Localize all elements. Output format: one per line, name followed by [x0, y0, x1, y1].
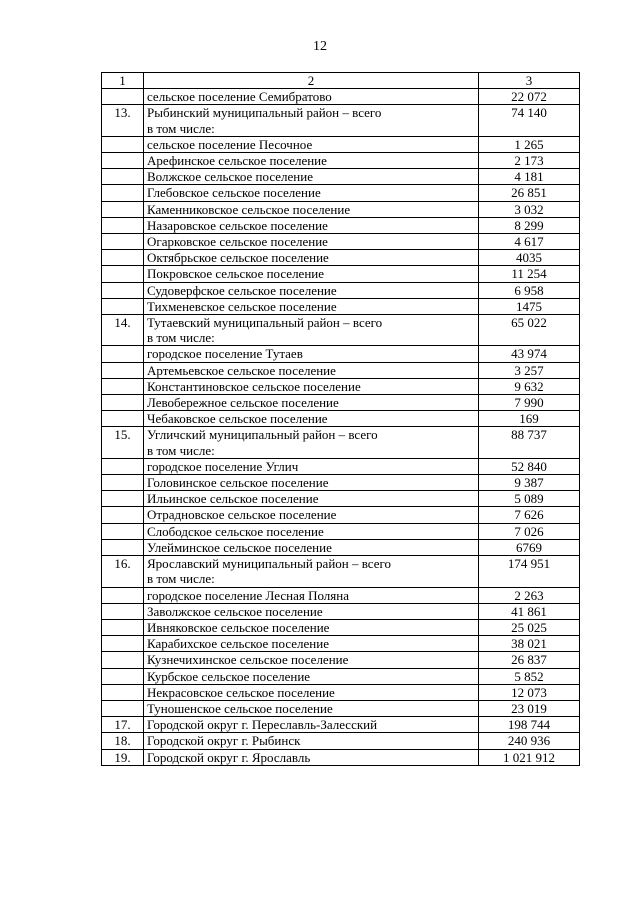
- row-value: 4 617: [479, 234, 580, 250]
- table-row: [102, 250, 580, 266]
- row-name-line: Городской округ г. Ярославль: [147, 749, 311, 765]
- row-name-subline: в том числе:: [147, 330, 215, 346]
- row-number: [102, 185, 144, 201]
- row-name-line: городское поселение Тутаев: [147, 346, 303, 362]
- table-row: [102, 717, 580, 733]
- row-number: [102, 652, 144, 668]
- row-name-line: Тутаевский муниципальный район – всего: [147, 315, 383, 331]
- row-name: [144, 507, 479, 523]
- row-name-line: Глебовское сельское поселение: [147, 185, 321, 201]
- table-row: [102, 668, 580, 684]
- row-value: 1 021 912: [479, 749, 580, 765]
- row-name: [144, 201, 479, 217]
- table-row: [102, 475, 580, 491]
- row-name-subline: в том числе:: [147, 120, 215, 136]
- row-name: [144, 217, 479, 233]
- table-row: [102, 603, 580, 619]
- row-value: 8 299: [479, 217, 580, 233]
- row-number: [102, 378, 144, 394]
- row-number: 13.: [102, 105, 144, 136]
- table-row: [102, 378, 580, 394]
- row-value: 9 632: [479, 378, 580, 394]
- row-name-line: Назаровское сельское поселение: [147, 217, 328, 233]
- row-name-line: Волжское сельское поселение: [147, 169, 313, 185]
- row-name: [144, 105, 479, 136]
- table-row: [102, 298, 580, 314]
- row-name-line: Тихменевское сельское поселение: [147, 298, 337, 314]
- row-value: 7 990: [479, 395, 580, 411]
- row-name-line: Судоверфское сельское поселение: [147, 282, 337, 298]
- row-value: 41 861: [479, 603, 580, 619]
- row-name-line: городское поселение Лесная Поляна: [147, 587, 349, 603]
- row-name: [144, 636, 479, 652]
- row-value: 7 026: [479, 523, 580, 539]
- row-number: [102, 636, 144, 652]
- row-number: [102, 282, 144, 298]
- row-name-line: Заволжское сельское поселение: [147, 603, 323, 619]
- row-value: 6769: [479, 539, 580, 555]
- row-number: [102, 217, 144, 233]
- row-name-line: Левобережное сельское поселение: [147, 395, 339, 411]
- row-number: [102, 250, 144, 266]
- row-value: 7 626: [479, 507, 580, 523]
- row-value: 11 254: [479, 266, 580, 282]
- row-name: [144, 411, 479, 427]
- row-number: 14.: [102, 315, 144, 346]
- row-value: 38 021: [479, 636, 580, 652]
- row-name-subline: в том числе:: [147, 442, 215, 458]
- row-name-line: Покровское сельское поселение: [147, 266, 325, 282]
- row-name: [144, 539, 479, 555]
- row-name: [144, 619, 479, 635]
- row-value: 4 181: [479, 169, 580, 185]
- row-value: 65 022: [479, 315, 580, 346]
- table-row: [102, 362, 580, 378]
- row-name: [144, 266, 479, 282]
- row-number: [102, 684, 144, 700]
- row-value: 3 257: [479, 362, 580, 378]
- row-name-line: Туношенское сельское поселение: [147, 700, 333, 716]
- row-value: 74 140: [479, 105, 580, 136]
- table-row: [102, 507, 580, 523]
- row-number: [102, 201, 144, 217]
- row-value: 6 958: [479, 282, 580, 298]
- table-row: [102, 556, 580, 587]
- row-name: [144, 185, 479, 201]
- row-number: [102, 89, 144, 105]
- row-name: [144, 587, 479, 603]
- table-row: [102, 201, 580, 217]
- row-number: [102, 700, 144, 716]
- row-number: [102, 298, 144, 314]
- row-value: 12 073: [479, 684, 580, 700]
- row-name: [144, 282, 479, 298]
- row-number: 16.: [102, 556, 144, 587]
- row-value: 25 025: [479, 619, 580, 635]
- table-row: [102, 652, 580, 668]
- row-name: [144, 395, 479, 411]
- row-name-line: Каменниковское сельское поселение: [147, 201, 351, 217]
- row-number: [102, 491, 144, 507]
- row-number: [102, 362, 144, 378]
- row-name-line: Ильинское сельское поселение: [147, 491, 319, 507]
- row-name: [144, 475, 479, 491]
- row-value: 2 263: [479, 587, 580, 603]
- table-body: [102, 73, 580, 766]
- table-row: [102, 523, 580, 539]
- row-name-line: Отрадновское сельское поселение: [147, 507, 337, 523]
- row-name-line: Константиновское сельское поселение: [147, 378, 361, 394]
- row-name: [144, 523, 479, 539]
- row-number: [102, 153, 144, 169]
- table-row: [102, 395, 580, 411]
- row-value: 26 837: [479, 652, 580, 668]
- row-number: [102, 587, 144, 603]
- row-value: 3 032: [479, 201, 580, 217]
- row-number: [102, 507, 144, 523]
- table-row: [102, 105, 580, 136]
- row-value: 4035: [479, 250, 580, 266]
- table-row: [102, 282, 580, 298]
- table-header-row: [102, 73, 580, 89]
- row-name-line: Огарковское сельское поселение: [147, 234, 328, 250]
- row-name: [144, 603, 479, 619]
- table-row: [102, 539, 580, 555]
- row-name: [144, 169, 479, 185]
- row-number: 19.: [102, 749, 144, 765]
- row-name: [144, 427, 479, 458]
- row-value: 1 265: [479, 136, 580, 152]
- row-value: 88 737: [479, 427, 580, 458]
- table-row: [102, 427, 580, 458]
- row-name-line: Кузнечихинское сельское поселение: [147, 652, 349, 668]
- row-number: [102, 234, 144, 250]
- row-number: [102, 523, 144, 539]
- row-name: [144, 315, 479, 346]
- table-row: [102, 136, 580, 152]
- table-row: [102, 491, 580, 507]
- row-name: [144, 234, 479, 250]
- table-row: [102, 587, 580, 603]
- row-value: 23 019: [479, 700, 580, 716]
- row-name-line: Городской округ г. Переславль-Залесский: [147, 717, 378, 733]
- row-name: [144, 458, 479, 474]
- row-name-line: Рыбинский муниципальный район – всего: [147, 105, 382, 121]
- page-number: 12: [313, 39, 327, 54]
- row-name-line: Городской округ г. Рыбинск: [147, 733, 301, 749]
- header-col-2: 2: [144, 73, 479, 89]
- row-value: 240 936: [479, 733, 580, 749]
- row-name: [144, 556, 479, 587]
- row-value: 174 951: [479, 556, 580, 587]
- table-row: [102, 266, 580, 282]
- row-name: [144, 491, 479, 507]
- row-name-line: городское поселение Углич: [147, 458, 299, 474]
- row-name: [144, 700, 479, 716]
- row-value: 22 072: [479, 89, 580, 105]
- table-row: [102, 733, 580, 749]
- row-value: 169: [479, 411, 580, 427]
- row-number: [102, 411, 144, 427]
- table-row: [102, 458, 580, 474]
- row-number: [102, 603, 144, 619]
- row-name-subline: в том числе:: [147, 571, 215, 587]
- row-name: [144, 733, 479, 749]
- row-name: [144, 89, 479, 105]
- row-name: [144, 717, 479, 733]
- table-row: [102, 636, 580, 652]
- row-number: [102, 346, 144, 362]
- table-row: [102, 346, 580, 362]
- row-name-line: Артемьевское сельское поселение: [147, 362, 336, 378]
- row-name-line: Чебаковское сельское поселение: [147, 411, 328, 427]
- row-value: 43 974: [479, 346, 580, 362]
- table-row: [102, 169, 580, 185]
- row-name-line: сельское поселение Семибратово: [147, 89, 332, 105]
- row-number: [102, 475, 144, 491]
- row-name-line: Ивняковское сельское поселение: [147, 619, 330, 635]
- row-name: [144, 668, 479, 684]
- row-name: [144, 298, 479, 314]
- row-value: 1475: [479, 298, 580, 314]
- row-name: [144, 362, 479, 378]
- table-row: [102, 153, 580, 169]
- row-value: 52 840: [479, 458, 580, 474]
- header-col-1: 1: [102, 73, 144, 89]
- row-name-line: Слободское сельское поселение: [147, 523, 324, 539]
- population-table: [101, 72, 580, 766]
- row-number: [102, 539, 144, 555]
- table-row: [102, 684, 580, 700]
- table-row: [102, 217, 580, 233]
- row-number: [102, 266, 144, 282]
- header-col-3: 3: [479, 73, 580, 89]
- row-name: [144, 378, 479, 394]
- table-row: [102, 89, 580, 105]
- row-number: [102, 395, 144, 411]
- row-value: 9 387: [479, 475, 580, 491]
- table-row: [102, 619, 580, 635]
- table-row: [102, 185, 580, 201]
- row-name: [144, 652, 479, 668]
- row-number: [102, 169, 144, 185]
- table-row: [102, 749, 580, 765]
- row-name: [144, 346, 479, 362]
- row-name: [144, 684, 479, 700]
- row-name-line: Ярославский муниципальный район – всего: [147, 556, 391, 572]
- row-number: [102, 458, 144, 474]
- row-number: [102, 136, 144, 152]
- table-row: [102, 700, 580, 716]
- row-number: 15.: [102, 427, 144, 458]
- row-name-line: Угличский муниципальный район – всего: [147, 427, 378, 443]
- row-value: 5 852: [479, 668, 580, 684]
- row-name-line: Головинское сельское поселение: [147, 475, 329, 491]
- row-name: [144, 153, 479, 169]
- row-value: 198 744: [479, 717, 580, 733]
- row-name: [144, 136, 479, 152]
- row-name-line: Курбское сельское поселение: [147, 668, 311, 684]
- row-number: [102, 668, 144, 684]
- row-name: [144, 749, 479, 765]
- row-name: [144, 250, 479, 266]
- row-name-line: Октябрьское сельское поселение: [147, 250, 329, 266]
- row-name-line: Некрасовское сельское поселение: [147, 684, 335, 700]
- row-number: [102, 619, 144, 635]
- table-row: [102, 234, 580, 250]
- row-name-line: Арефинское сельское поселение: [147, 153, 327, 169]
- row-number: 18.: [102, 733, 144, 749]
- table-row: [102, 411, 580, 427]
- row-value: 5 089: [479, 491, 580, 507]
- row-value: 26 851: [479, 185, 580, 201]
- table-row: [102, 315, 580, 346]
- row-value: 2 173: [479, 153, 580, 169]
- row-name-line: Улейминское сельское поселение: [147, 539, 332, 555]
- row-number: 17.: [102, 717, 144, 733]
- row-name-line: Карабихское сельское поселение: [147, 636, 329, 652]
- row-name-line: сельское поселение Песочное: [147, 136, 313, 152]
